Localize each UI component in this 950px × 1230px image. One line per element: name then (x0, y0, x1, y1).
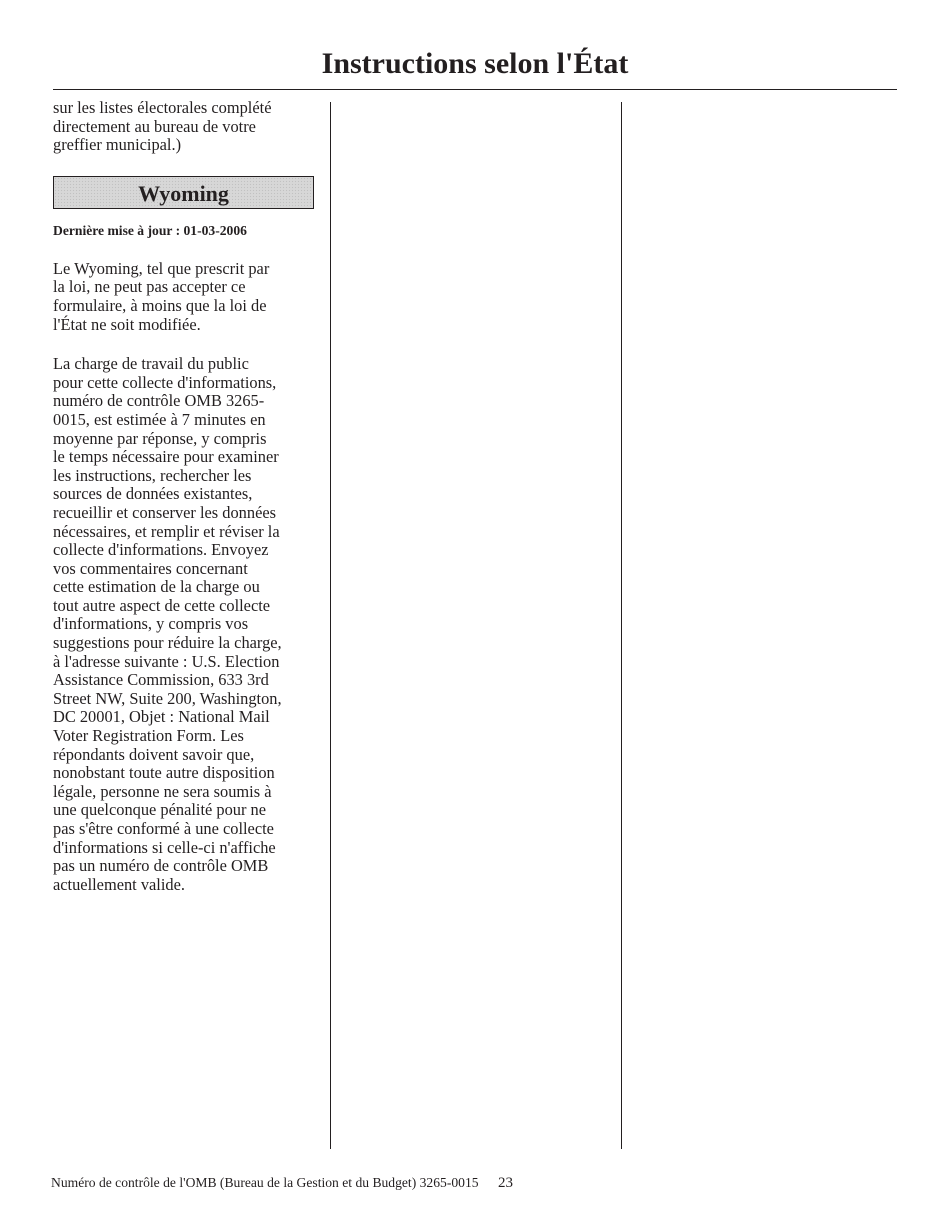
column-divider-right (621, 102, 622, 1149)
continued-text (53, 99, 318, 155)
text-line: actuellement valide. (53, 874, 185, 894)
page-title: Instructions selon l'État (321, 47, 629, 80)
page-number: 23 (497, 1175, 513, 1191)
text-line: d'informations, y compris vos (53, 614, 249, 634)
text-line: formulaire, à moins que la loi de (53, 295, 267, 315)
text-line: pas un numéro de contrôle OMB (53, 856, 269, 876)
text-line: sur les listes électorales complété (53, 98, 272, 117)
text-line: moyenne par réponse, y compris (53, 428, 267, 448)
column-divider-left (330, 102, 331, 1149)
title-divider (53, 89, 897, 90)
text-line: les instructions, rechercher les (53, 465, 252, 485)
text-line: Assistance Commission, 633 3rd (53, 670, 269, 690)
text-line: l'État ne soit modifiée. (53, 314, 201, 334)
text-line: nonobstant toute autre disposition (53, 763, 275, 783)
text-line: le temps nécessaire pour examiner (53, 447, 279, 467)
text-line: légale, personne ne sera soumis à (53, 781, 272, 801)
state-header: Wyoming (53, 176, 314, 209)
text-line: tout autre aspect de cette collecte (53, 595, 271, 615)
text-line: 0015, est estimée à 7 minutes en (53, 409, 266, 429)
text-line: greffier municipal.) (53, 135, 182, 155)
left-column (53, 99, 318, 894)
text-line: Voter Registration Form. Les (53, 726, 244, 746)
text-line: d'informations si celle-ci n'affiche (53, 837, 276, 857)
text-line: directement au bureau de votre (53, 116, 256, 136)
text-line: numéro de contrôle OMB 3265- (53, 391, 265, 411)
text-line: vos commentaires concernant (53, 558, 248, 578)
text-line: Le Wyoming, tel que prescrit par (53, 258, 270, 278)
text-line: sources de données existantes, (53, 484, 253, 504)
text-line: cette estimation de la charge ou (53, 577, 260, 597)
last-updated: Dernière mise à jour : 01-03-2006 (53, 222, 247, 238)
text-line: à l'adresse suivante : U.S. Election (53, 651, 280, 671)
text-line: pour cette collecte d'informations, (53, 372, 277, 392)
burden-paragraph (53, 355, 318, 894)
omb-control-number: Numéro de contrôle de l'OMB (Bureau de la Gestion et du Budget) 3265-0015 (51, 1175, 479, 1190)
text-line: Street NW, Suite 200, Washington, (53, 688, 282, 708)
text-line: DC 20001, Objet : National Mail (53, 707, 270, 727)
text-line: collecte d'informations. Envoyez (53, 540, 269, 560)
text-line: La charge de travail du public (53, 354, 249, 374)
page-footer (51, 1174, 513, 1192)
status-paragraph (53, 260, 318, 334)
text-line: une quelconque pénalité pour ne (53, 800, 266, 820)
text-line: nécessaires, et remplir et réviser la (53, 521, 280, 541)
text-line: suggestions pour réduire la charge, (53, 633, 282, 653)
text-line: répondants doivent savoir que, (53, 744, 255, 764)
text-line: recueillir et conserver les données (53, 502, 276, 522)
text-line: pas s'être conformé à une collecte (53, 819, 274, 838)
text-line: la loi, ne peut pas accepter ce (53, 277, 246, 297)
